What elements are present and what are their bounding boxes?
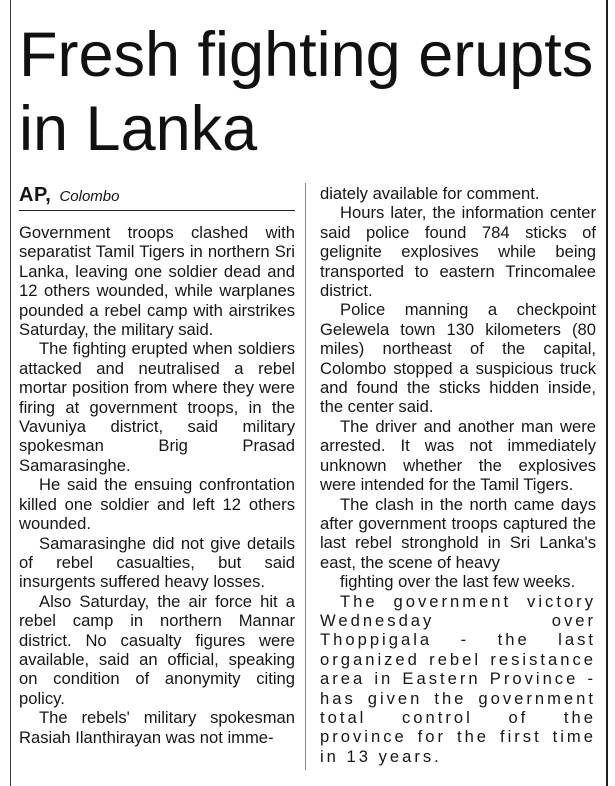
paragraph: He said the ensuing confrontation killed one soldier and left 12 others wounded. bbox=[19, 475, 295, 534]
paragraph: The fighting erupted when soldiers attacked and neutralised a rebel mortar position from where they were firing at government troops, in the Vavuniya district, said military spokesman Brig Prasad Samarasinghe. bbox=[19, 339, 295, 475]
paragraph: diately available for comment. bbox=[320, 184, 540, 203]
paragraph: Also Saturday, the air force hit a rebel camp in northern Mannar district. No casualty figures were available, said an official, speaking on condition of anonymity citing policy. bbox=[19, 591, 295, 708]
column-1 bbox=[19, 223, 295, 747]
headline: Fresh fighting erupts in Lanka bbox=[19, 20, 594, 164]
column-2 bbox=[320, 184, 596, 766]
byline bbox=[19, 183, 294, 209]
paragraph: The rebels' military spokesman Rasiah Ilanthirayan was not imme- bbox=[19, 708, 295, 747]
paragraph: The clash in the north came days after government troops captured the last rebel stronghold in Sri Lanka's east, the scene of heavy bbox=[320, 494, 596, 572]
paragraph: The driver and another man were arrested. It was not immediately unknown whether the explosives were intended for the Tamil Tigers. bbox=[320, 416, 596, 495]
paragraph: fighting over the last few weeks. bbox=[340, 572, 576, 592]
column-divider bbox=[305, 183, 306, 770]
paragraph: Samarasinghe did not give details of rebel casualties, but said insurgents suffered heavy losses. bbox=[19, 533, 295, 592]
paragraph: Hours later, the information center said police found 784 sticks of gelignite explosives while being transported to eastern Trincomalee district. bbox=[320, 203, 596, 301]
right-border-rule bbox=[606, 0, 608, 786]
byline-agency: AP, bbox=[19, 184, 52, 206]
left-border-rule bbox=[10, 0, 11, 786]
byline-divider bbox=[19, 210, 295, 211]
byline-location: Colombo bbox=[59, 188, 120, 205]
paragraph: Government troops clashed with separatist Tamil Tigers in northern Sri Lanka, leaving one soldier dead and 12 others wounded, while warplanes pounded a rebel camp with airstrikes Saturday, the military said. bbox=[19, 223, 295, 340]
paragraph: The government victory Wednesday over Thoppigala - the last organized rebel resistance area in Eastern Province - has given the government total control of the province for the first time in 13 years. bbox=[320, 591, 596, 766]
paragraph: Police manning a checkpoint Gelewela town 130 kilometers (80 miles) northeast of the capital, Colombo stopped a suspicious truck and found the sticks hidden inside, the center said. bbox=[320, 300, 596, 417]
